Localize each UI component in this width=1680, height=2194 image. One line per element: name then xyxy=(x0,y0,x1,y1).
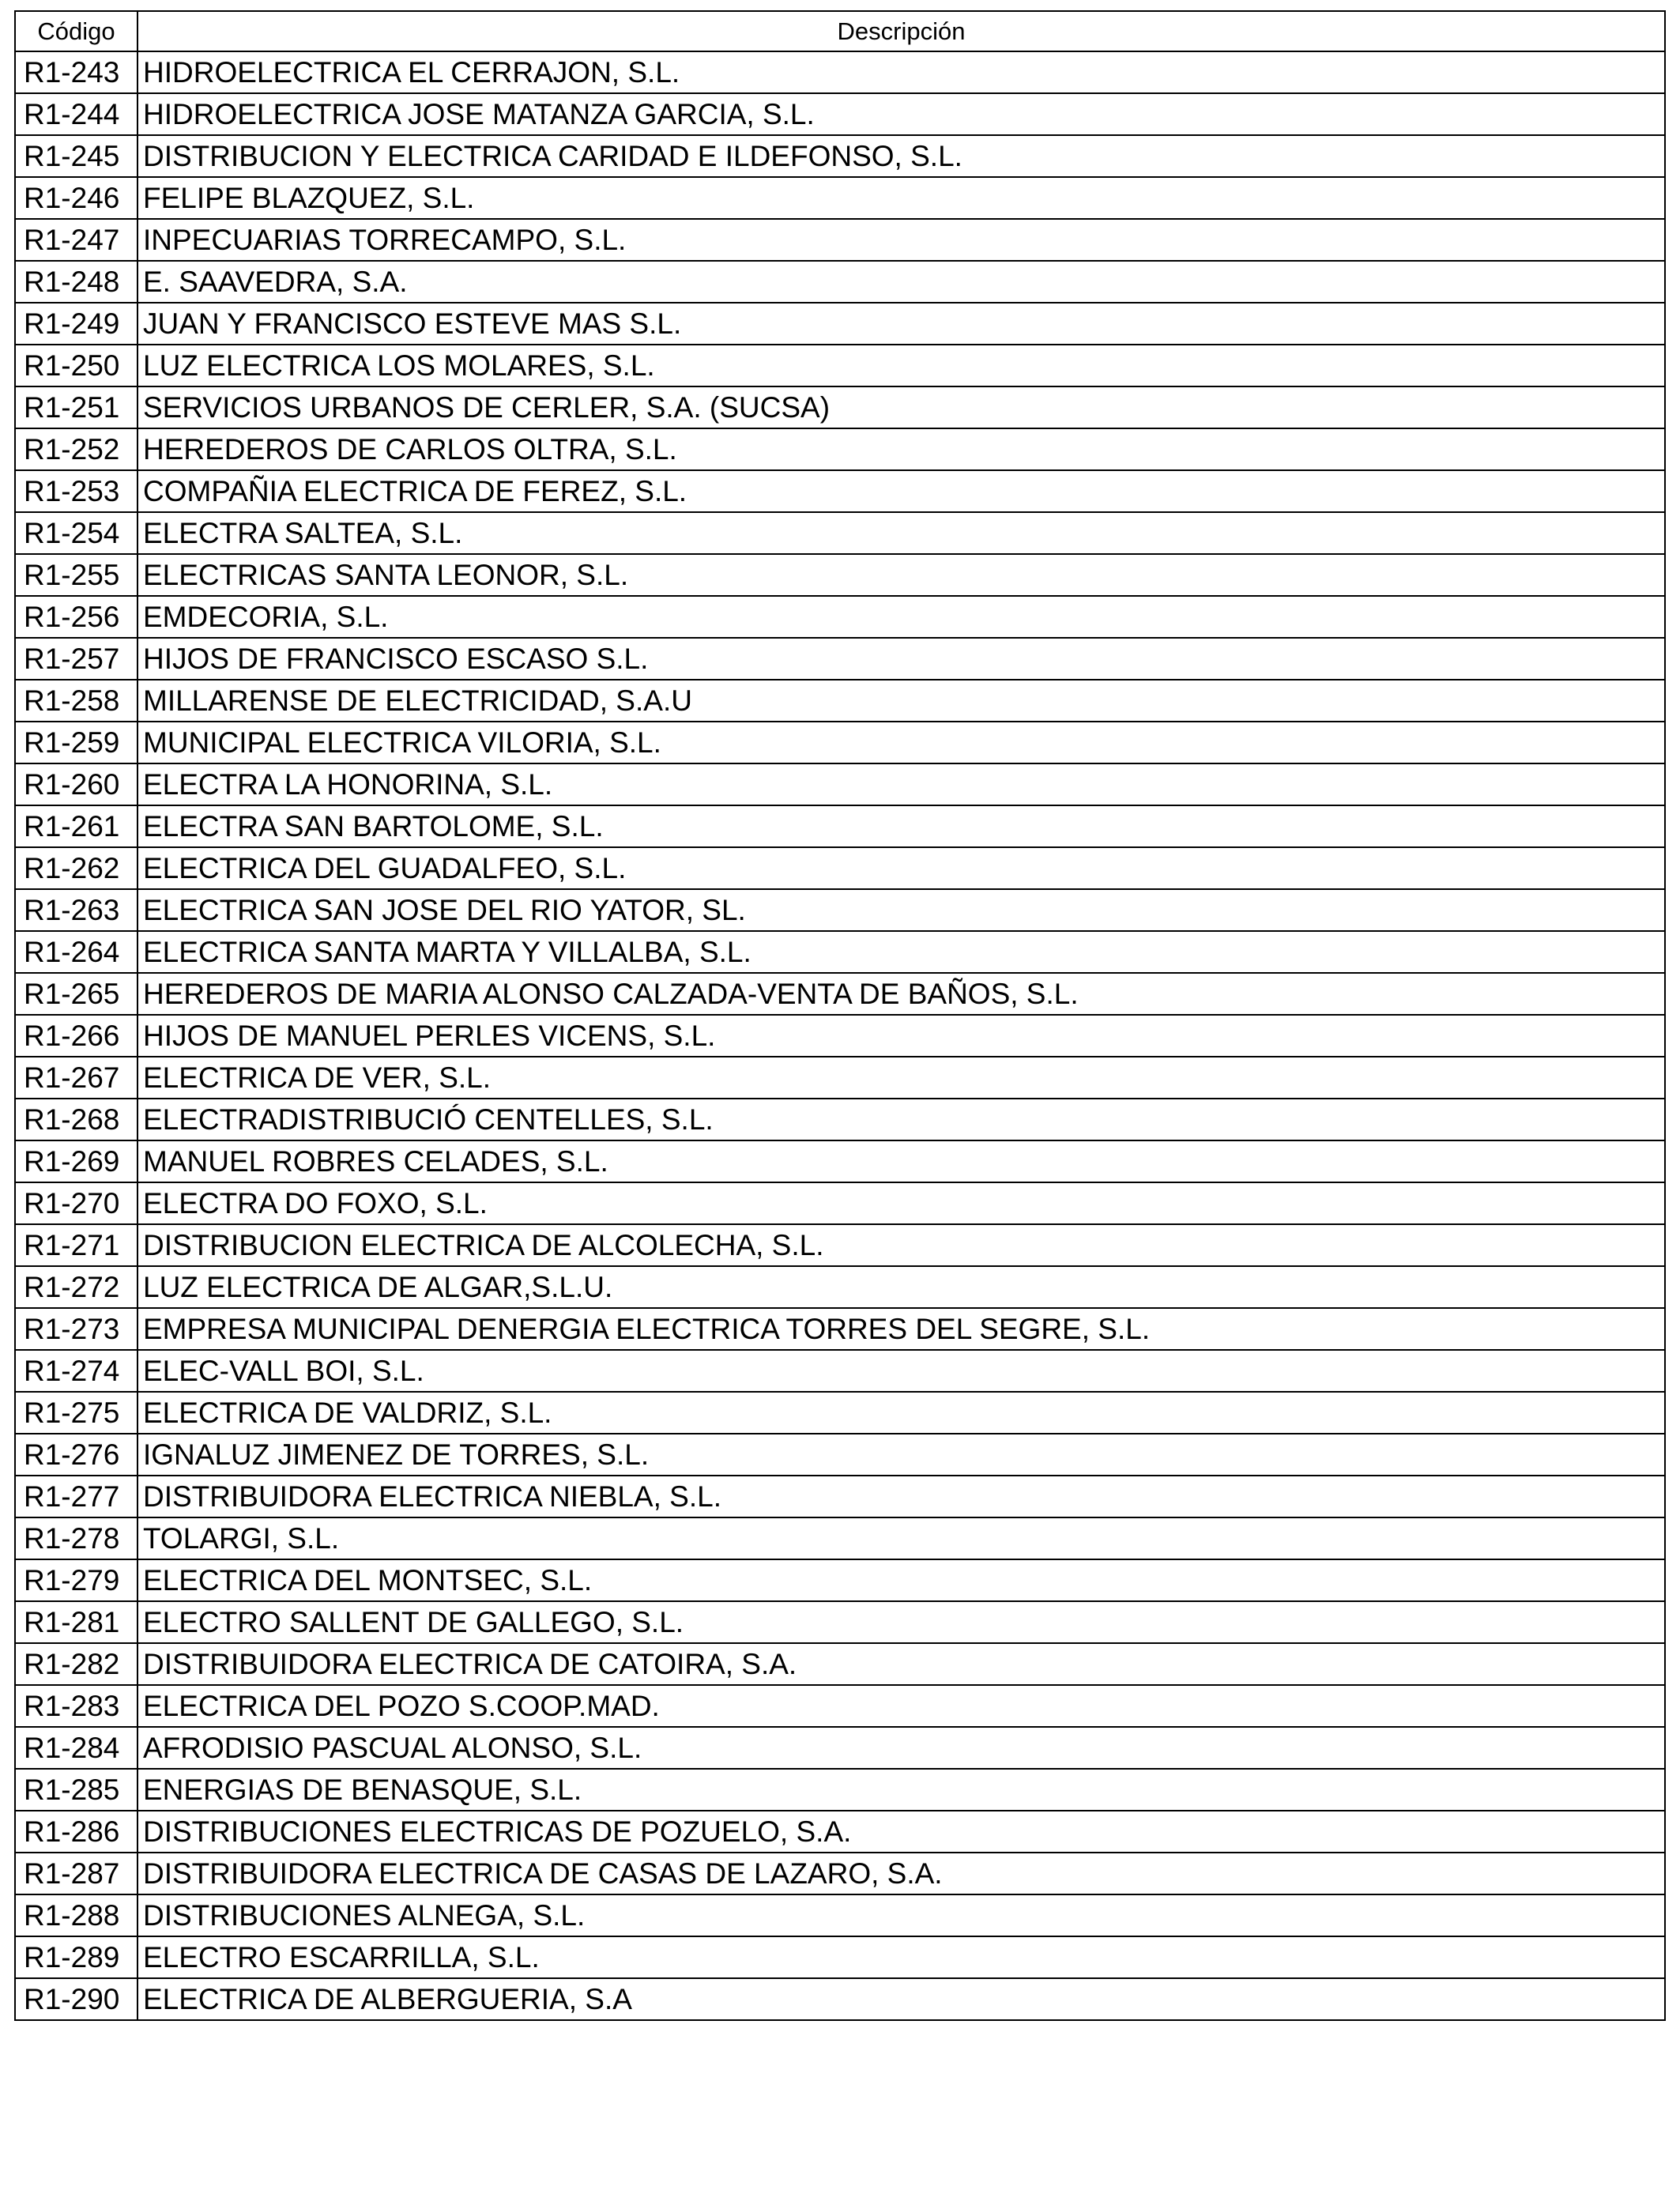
cell-descripcion: JUAN Y FRANCISCO ESTEVE MAS S.L. xyxy=(137,303,1665,345)
cell-codigo: R1-272 xyxy=(15,1266,137,1308)
cell-codigo: R1-289 xyxy=(15,1936,137,1978)
table-row xyxy=(15,1266,1665,1308)
cell-descripcion: HIJOS DE FRANCISCO ESCASO S.L. xyxy=(137,638,1665,680)
cell-descripcion: DISTRIBUIDORA ELECTRICA DE CATOIRA, S.A. xyxy=(137,1643,1665,1685)
cell-descripcion: LUZ ELECTRICA LOS MOLARES, S.L. xyxy=(137,345,1665,386)
table-row xyxy=(15,219,1665,261)
table-row xyxy=(15,554,1665,596)
cell-descripcion: ELECTRA DO FOXO, S.L. xyxy=(137,1182,1665,1224)
cell-codigo: R1-286 xyxy=(15,1811,137,1853)
table-row xyxy=(15,1434,1665,1476)
cell-codigo: R1-254 xyxy=(15,512,137,554)
table-row xyxy=(15,973,1665,1015)
cell-codigo: R1-277 xyxy=(15,1476,137,1517)
cell-codigo: R1-261 xyxy=(15,805,137,847)
table-row xyxy=(15,386,1665,428)
cell-codigo: R1-257 xyxy=(15,638,137,680)
cell-codigo: R1-267 xyxy=(15,1057,137,1099)
cell-codigo: R1-285 xyxy=(15,1769,137,1811)
cell-descripcion: ELECTRA SALTEA, S.L. xyxy=(137,512,1665,554)
table-row xyxy=(15,1308,1665,1350)
cell-descripcion: ELECTRA LA HONORINA, S.L. xyxy=(137,763,1665,805)
table-row xyxy=(15,428,1665,470)
table-row xyxy=(15,1099,1665,1140)
table-row xyxy=(15,1936,1665,1978)
cell-descripcion: IGNALUZ JIMENEZ DE TORRES, S.L. xyxy=(137,1434,1665,1476)
cell-descripcion: DISTRIBUIDORA ELECTRICA NIEBLA, S.L. xyxy=(137,1476,1665,1517)
table-row xyxy=(15,805,1665,847)
cell-descripcion: EMDECORIA, S.L. xyxy=(137,596,1665,638)
cell-descripcion: HIDROELECTRICA JOSE MATANZA GARCIA, S.L. xyxy=(137,93,1665,135)
table-row xyxy=(15,1224,1665,1266)
cell-descripcion: LUZ ELECTRICA DE ALGAR,S.L.U. xyxy=(137,1266,1665,1308)
cell-codigo: R1-264 xyxy=(15,931,137,973)
table-row xyxy=(15,1894,1665,1936)
cell-codigo: R1-282 xyxy=(15,1643,137,1685)
table-row xyxy=(15,1853,1665,1894)
table-row xyxy=(15,51,1665,93)
cell-descripcion: ELECTRICAS SANTA LEONOR, S.L. xyxy=(137,554,1665,596)
table-row xyxy=(15,177,1665,219)
cell-codigo: R1-252 xyxy=(15,428,137,470)
cell-codigo: R1-258 xyxy=(15,680,137,722)
cell-descripcion: ELEC-VALL BOI, S.L. xyxy=(137,1350,1665,1392)
table-row xyxy=(15,512,1665,554)
table-row xyxy=(15,680,1665,722)
cell-descripcion: ELECTRO SALLENT DE GALLEGO, S.L. xyxy=(137,1601,1665,1643)
table-row xyxy=(15,1350,1665,1392)
cell-descripcion: COMPAÑIA ELECTRICA DE FEREZ, S.L. xyxy=(137,470,1665,512)
cell-descripcion: DISTRIBUCIONES ELECTRICAS DE POZUELO, S.A. xyxy=(137,1811,1665,1853)
cell-codigo: R1-270 xyxy=(15,1182,137,1224)
cell-descripcion: MILLARENSE DE ELECTRICIDAD, S.A.U xyxy=(137,680,1665,722)
cell-codigo: R1-251 xyxy=(15,386,137,428)
cell-codigo: R1-283 xyxy=(15,1685,137,1727)
cell-descripcion: ELECTRO ESCARRILLA, S.L. xyxy=(137,1936,1665,1978)
cell-descripcion: E. SAAVEDRA, S.A. xyxy=(137,261,1665,303)
cell-descripcion: ELECTRICA DEL GUADALFEO, S.L. xyxy=(137,847,1665,889)
table-row xyxy=(15,470,1665,512)
cell-codigo: R1-279 xyxy=(15,1559,137,1601)
table-row xyxy=(15,1811,1665,1853)
cell-descripcion: HIDROELECTRICA EL CERRAJON, S.L. xyxy=(137,51,1665,93)
cell-codigo: R1-284 xyxy=(15,1727,137,1769)
cell-descripcion: MANUEL ROBRES CELADES, S.L. xyxy=(137,1140,1665,1182)
cell-codigo: R1-288 xyxy=(15,1894,137,1936)
cell-descripcion: EMPRESA MUNICIPAL DENERGIA ELECTRICA TORRES DEL SEGRE, S.L. xyxy=(137,1308,1665,1350)
cell-descripcion: DISTRIBUCIONES ALNEGA, S.L. xyxy=(137,1894,1665,1936)
cell-codigo: R1-246 xyxy=(15,177,137,219)
table-row xyxy=(15,1517,1665,1559)
cell-codigo: R1-273 xyxy=(15,1308,137,1350)
table-row xyxy=(15,1685,1665,1727)
table-row xyxy=(15,847,1665,889)
cell-codigo: R1-275 xyxy=(15,1392,137,1434)
cell-codigo: R1-265 xyxy=(15,973,137,1015)
cell-codigo: R1-250 xyxy=(15,345,137,386)
table-row xyxy=(15,931,1665,973)
cell-codigo: R1-274 xyxy=(15,1350,137,1392)
cell-descripcion: ELECTRICA SAN JOSE DEL RIO YATOR, SL. xyxy=(137,889,1665,931)
cell-codigo: R1-276 xyxy=(15,1434,137,1476)
table-row xyxy=(15,763,1665,805)
cell-descripcion: ELECTRICA SANTA MARTA Y VILLALBA, S.L. xyxy=(137,931,1665,973)
cell-descripcion: HIJOS DE MANUEL PERLES VICENS, S.L. xyxy=(137,1015,1665,1057)
table-row xyxy=(15,261,1665,303)
cell-codigo: R1-266 xyxy=(15,1015,137,1057)
table-row xyxy=(15,1182,1665,1224)
cell-codigo: R1-255 xyxy=(15,554,137,596)
cell-descripcion: ELECTRICA DE VALDRIZ, S.L. xyxy=(137,1392,1665,1434)
cell-descripcion: ELECTRICA DE VER, S.L. xyxy=(137,1057,1665,1099)
cell-codigo: R1-243 xyxy=(15,51,137,93)
cell-codigo: R1-269 xyxy=(15,1140,137,1182)
cell-descripcion: ELECTRICA DEL MONTSEC, S.L. xyxy=(137,1559,1665,1601)
cell-codigo: R1-256 xyxy=(15,596,137,638)
table-row xyxy=(15,1140,1665,1182)
distributors-table xyxy=(14,10,1666,2021)
cell-descripcion: ELECTRICA DEL POZO S.COOP.MAD. xyxy=(137,1685,1665,1727)
table-row xyxy=(15,638,1665,680)
cell-codigo: R1-253 xyxy=(15,470,137,512)
table-row xyxy=(15,345,1665,386)
table-row xyxy=(15,889,1665,931)
cell-descripcion: FELIPE BLAZQUEZ, S.L. xyxy=(137,177,1665,219)
cell-descripcion: DISTRIBUIDORA ELECTRICA DE CASAS DE LAZARO, S.A. xyxy=(137,1853,1665,1894)
cell-codigo: R1-263 xyxy=(15,889,137,931)
table-body xyxy=(15,51,1665,2020)
cell-codigo: R1-278 xyxy=(15,1517,137,1559)
cell-descripcion: DISTRIBUCION Y ELECTRICA CARIDAD E ILDEFONSO, S.L. xyxy=(137,135,1665,177)
cell-codigo: R1-259 xyxy=(15,722,137,763)
cell-descripcion: DISTRIBUCION ELECTRICA DE ALCOLECHA, S.L. xyxy=(137,1224,1665,1266)
table-row xyxy=(15,1727,1665,1769)
table-row xyxy=(15,1476,1665,1517)
cell-codigo: R1-271 xyxy=(15,1224,137,1266)
table-row xyxy=(15,596,1665,638)
cell-descripcion: ELECTRA SAN BARTOLOME, S.L. xyxy=(137,805,1665,847)
cell-codigo: R1-290 xyxy=(15,1978,137,2020)
table-row xyxy=(15,1643,1665,1685)
cell-codigo: R1-244 xyxy=(15,93,137,135)
cell-descripcion: HEREDEROS DE MARIA ALONSO CALZADA-VENTA DE BAÑOS, S.L. xyxy=(137,973,1665,1015)
cell-codigo: R1-245 xyxy=(15,135,137,177)
cell-descripcion: TOLARGI, S.L. xyxy=(137,1517,1665,1559)
table-row xyxy=(15,1559,1665,1601)
table-row xyxy=(15,303,1665,345)
table-row xyxy=(15,1392,1665,1434)
cell-codigo: R1-260 xyxy=(15,763,137,805)
table-header-row xyxy=(15,11,1665,51)
cell-descripcion: HEREDEROS DE CARLOS OLTRA, S.L. xyxy=(137,428,1665,470)
cell-descripcion: MUNICIPAL ELECTRICA VILORIA, S.L. xyxy=(137,722,1665,763)
cell-codigo: R1-262 xyxy=(15,847,137,889)
table-row xyxy=(15,1978,1665,2020)
cell-descripcion: AFRODISIO PASCUAL ALONSO, S.L. xyxy=(137,1727,1665,1769)
table-row xyxy=(15,93,1665,135)
cell-descripcion: ELECTRADISTRIBUCIÓ CENTELLES, S.L. xyxy=(137,1099,1665,1140)
cell-codigo: R1-248 xyxy=(15,261,137,303)
cell-codigo: R1-247 xyxy=(15,219,137,261)
table-row xyxy=(15,722,1665,763)
cell-descripcion: SERVICIOS URBANOS DE CERLER, S.A. (SUCSA) xyxy=(137,386,1665,428)
cell-descripcion: ENERGIAS DE BENASQUE, S.L. xyxy=(137,1769,1665,1811)
cell-descripcion: ELECTRICA DE ALBERGUERIA, S.A xyxy=(137,1978,1665,2020)
cell-descripcion: INPECUARIAS TORRECAMPO, S.L. xyxy=(137,219,1665,261)
table-row xyxy=(15,135,1665,177)
cell-codigo: R1-249 xyxy=(15,303,137,345)
table-row xyxy=(15,1015,1665,1057)
table-row xyxy=(15,1057,1665,1099)
column-header-codigo: Código xyxy=(15,11,137,51)
table-row xyxy=(15,1769,1665,1811)
cell-codigo: R1-281 xyxy=(15,1601,137,1643)
column-header-descripcion: Descripción xyxy=(137,11,1665,51)
cell-codigo: R1-268 xyxy=(15,1099,137,1140)
table-row xyxy=(15,1601,1665,1643)
cell-codigo: R1-287 xyxy=(15,1853,137,1894)
